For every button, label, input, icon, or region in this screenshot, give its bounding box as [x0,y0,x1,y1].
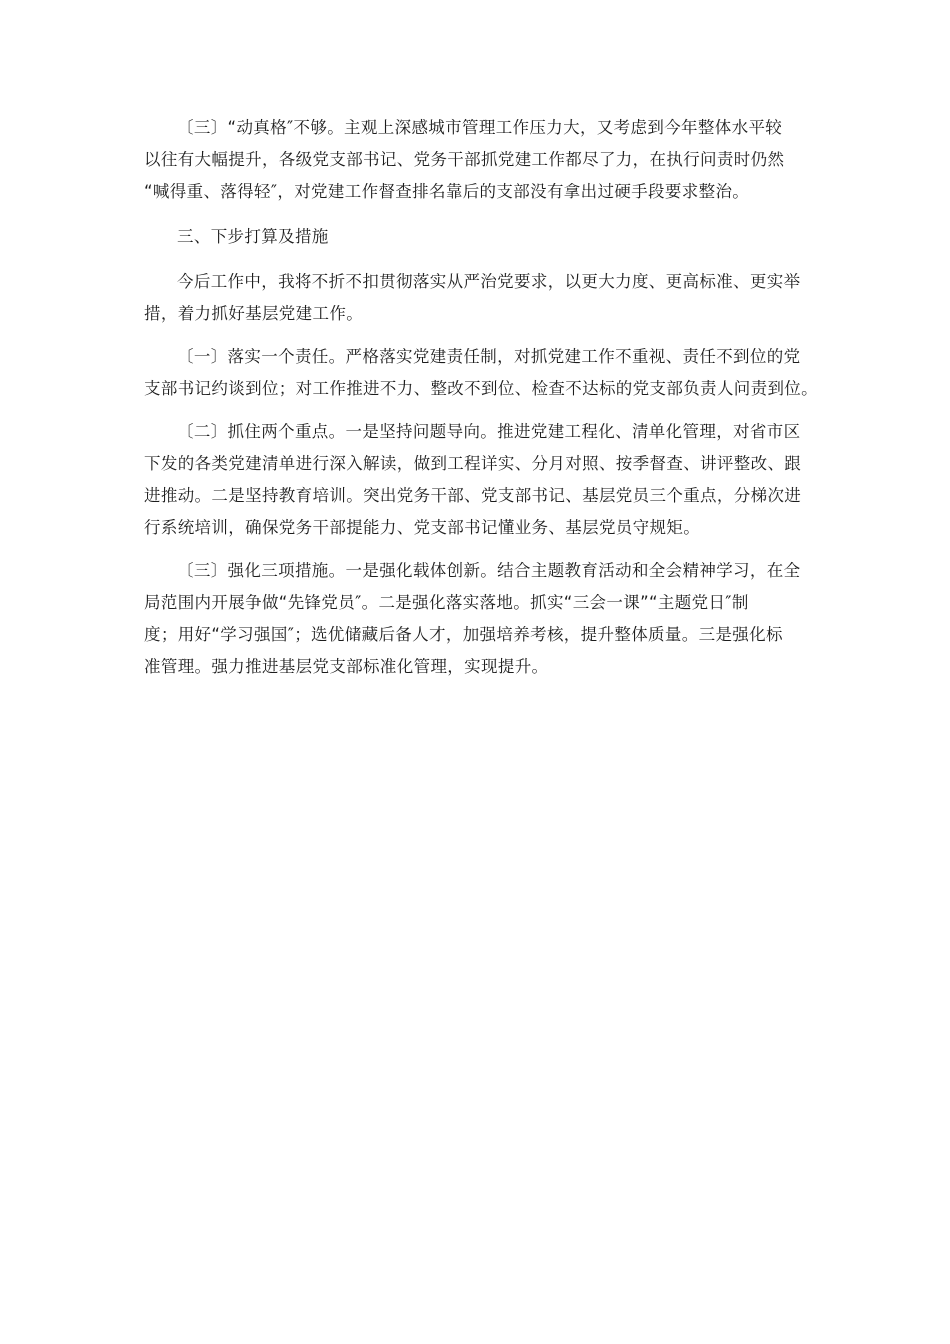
paragraph-line: “喊得重、落得轻″，对党建工作督查排名靠后的支部没有拿出过硬手段要求整治。 [144,182,750,201]
paragraph-line: 准管理。强力推进基层党支部标准化管理，实现提升。 [144,657,549,676]
paragraph-line: 支部书记约谈到位；对工作推进不力、整改不到位、检查不达标的党支部负责人问责到位。 [144,379,818,398]
paragraph-line: 局范围内开展争做“先锋党员″。二是强化落实落地。抓实“三会一课”“主题党日″制 [144,593,749,612]
paragraph-line: 今后工作中，我将不折不扣贯彻落实从严治党要求，以更大力度、更高标准、更实举 [177,272,801,291]
paragraph-measure-2 [144,416,814,544]
paragraph-line: 行系统培训，确保党务干部提能力、党支部书记懂业务、基层党员守规矩。 [144,518,701,537]
paragraph-issue-3 [144,112,814,208]
paragraph-line: 以往有大幅提升，各级党支部书记、党务干部抓党建工作都尽了力，在执行问责时仍然 [144,150,785,169]
section-heading [144,221,814,253]
paragraph-line: 下发的各类党建清单进行深入解读，做到工程详实、分月对照、按季督查、讲评整改、跟 [144,454,802,473]
paragraph-line: 度；用好“学习强国″；选优储藏后备人才，加强培养考核，提升整体质量。三是强化标 [144,625,783,644]
section-heading-text: 三、下步打算及措施 [177,227,329,246]
paragraph-measure-1 [144,341,818,405]
paragraph-line: 措，着力抓好基层党建工作。 [144,304,364,323]
paragraph-line: 〔三〕“动真格″不够。主观上深感城市管理工作压力大，又考虑到今年整体水平较 [177,118,783,137]
document-body [144,112,818,683]
paragraph-measure-3 [144,555,814,683]
paragraph-line: 〔三〕强化三项措施。一是强化载体创新。结合主题教育活动和全会精神学习，在全 [177,561,801,580]
paragraph-intro [144,266,814,330]
paragraph-line: 进推动。二是坚持教育培训。突出党务干部、党支部书记、基层党员三个重点，分梯次进 [144,486,802,505]
paragraph-line: 〔一〕落实一个责任。严格落实党建责任制，对抓党建工作不重视、责任不到位的党 [177,347,801,366]
paragraph-line: 〔二〕抓住两个重点。一是坚持问题导向。推进党建工程化、清单化管理，对省市区 [177,422,801,441]
